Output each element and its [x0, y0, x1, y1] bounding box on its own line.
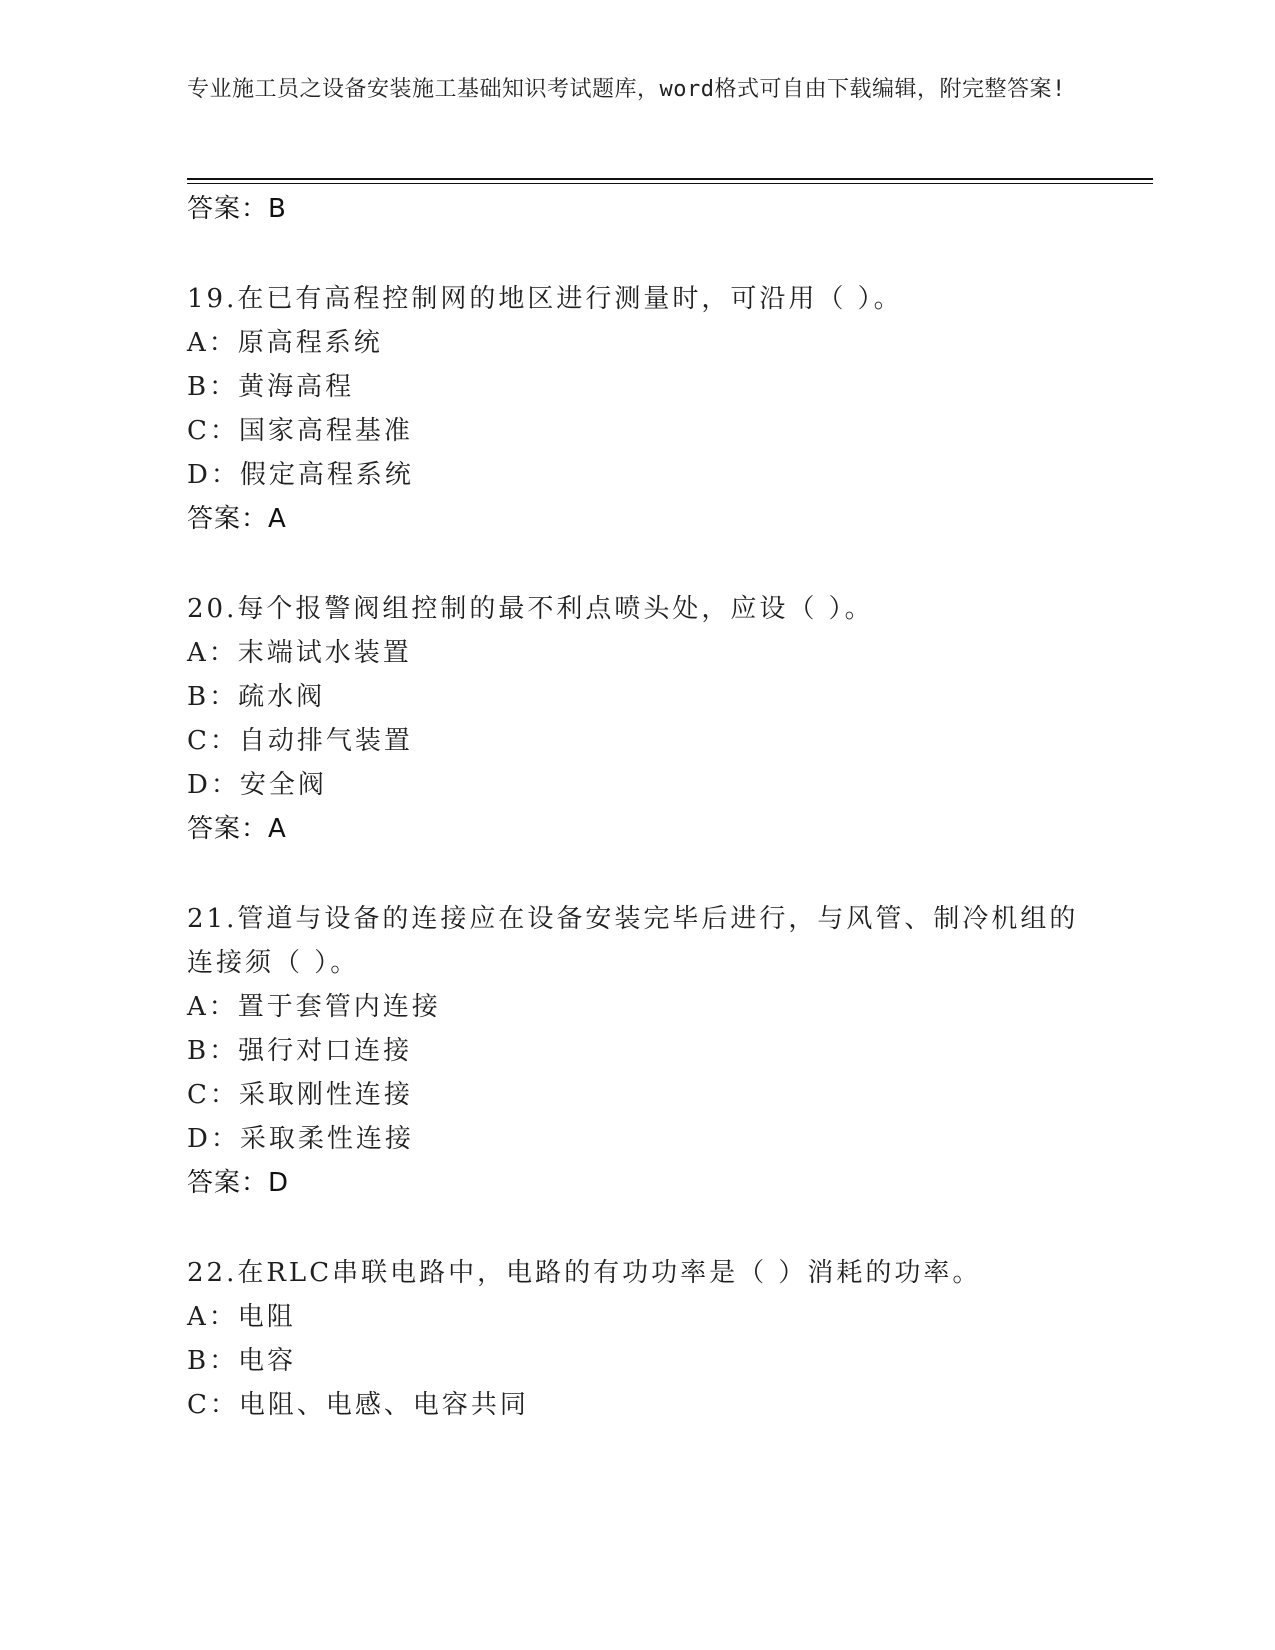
question-21-option-a: A：置于套管内连接 — [187, 992, 441, 1022]
question-20-option-d: D：安全阀 — [187, 770, 327, 800]
question-22-stem: 22.在RLC串联电路中，电路的有功功率是（ ）消耗的功率。 — [187, 1258, 982, 1288]
question-22-option-a: A：电阻 — [187, 1302, 296, 1332]
question-22-option-b: B：电容 — [187, 1346, 297, 1376]
question-21-stem-line-1: 21.管道与设备的连接应在设备安装完毕后进行，与风管、制冷机组的 — [187, 904, 1079, 934]
question-20-option-b: B：疏水阀 — [187, 682, 326, 712]
question-21-option-d: D：采取柔性连接 — [187, 1124, 414, 1154]
header-divider-thin — [187, 183, 1153, 184]
question-21-stem-line-2: 连接须（ ）。 — [187, 948, 360, 978]
question-21-option-b: B：强行对口连接 — [187, 1036, 413, 1066]
header-divider-thick — [187, 178, 1153, 180]
question-19-option-a: A：原高程系统 — [187, 328, 383, 358]
question-19-answer: 答案：A — [187, 504, 287, 534]
question-20-option-a: A：末端试水装置 — [187, 638, 412, 668]
question-20-stem: 20.每个报警阀组控制的最不利点喷头处，应设（ ）。 — [187, 594, 874, 624]
question-21-option-c: C：采取刚性连接 — [187, 1080, 413, 1110]
question-22-option-c: C：电阻、电感、电容共同 — [187, 1390, 529, 1420]
previous-question-answer: 答案：B — [187, 194, 287, 224]
question-21-answer: 答案：D — [187, 1168, 290, 1198]
question-20-answer: 答案：A — [187, 814, 287, 844]
question-19-stem: 19.在已有高程控制网的地区进行测量时，可沿用（ ）。 — [187, 284, 903, 314]
page-header-text: 专业施工员之设备安装施工基础知识考试题库，word格式可自由下载编辑，附完整答案! — [187, 77, 1066, 102]
question-19-option-b: B：黄海高程 — [187, 372, 355, 402]
question-20-option-c: C：自动排气装置 — [187, 726, 413, 756]
question-19-option-c: C：国家高程基准 — [187, 416, 413, 446]
question-19-option-d: D：假定高程系统 — [187, 460, 414, 490]
